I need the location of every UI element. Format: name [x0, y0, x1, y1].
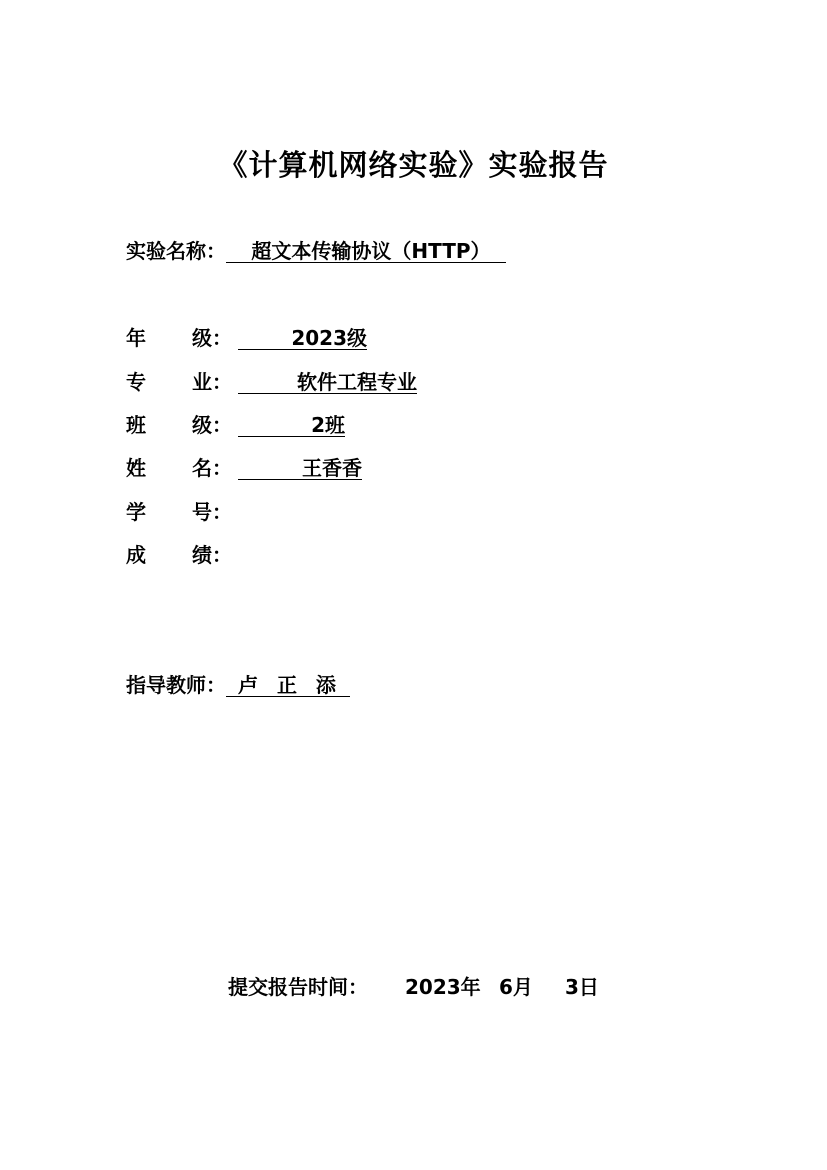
score-row — [126, 540, 238, 570]
name-row — [126, 453, 362, 483]
class-row — [126, 410, 345, 440]
major-value: 软件工程专业 — [238, 367, 417, 394]
submit-day: 3日 — [565, 975, 599, 999]
major-label: 专 业： — [126, 370, 232, 394]
advisor-value: 卢 正 添 — [226, 670, 350, 697]
class-value: 2班 — [238, 410, 345, 437]
major-row — [126, 367, 417, 397]
class-label: 班 级： — [126, 413, 232, 437]
student-id-row — [126, 497, 238, 527]
experiment-name-value: 超文本传输协议（HTTP） — [226, 236, 506, 263]
name-value: 王香香 — [238, 453, 362, 480]
report-title: 《计算机网络实验》实验报告 — [218, 148, 609, 182]
advisor-row — [126, 670, 350, 700]
submit-date-row — [228, 972, 599, 1002]
name-label: 姓 名： — [126, 456, 232, 480]
experiment-name-row — [126, 236, 506, 266]
experiment-name-label: 实验名称： — [126, 239, 226, 263]
grade-value: 2023级 — [238, 323, 367, 350]
grade-label: 年 级： — [126, 326, 232, 350]
submit-month: 6月 — [499, 975, 533, 999]
submit-label: 提交报告时间： — [228, 975, 368, 999]
student-id-label: 学 号： — [126, 500, 232, 524]
submit-year: 2023年 — [405, 975, 481, 999]
grade-row — [126, 323, 367, 353]
advisor-label: 指导教师： — [126, 673, 226, 697]
score-label: 成 绩： — [126, 543, 232, 567]
